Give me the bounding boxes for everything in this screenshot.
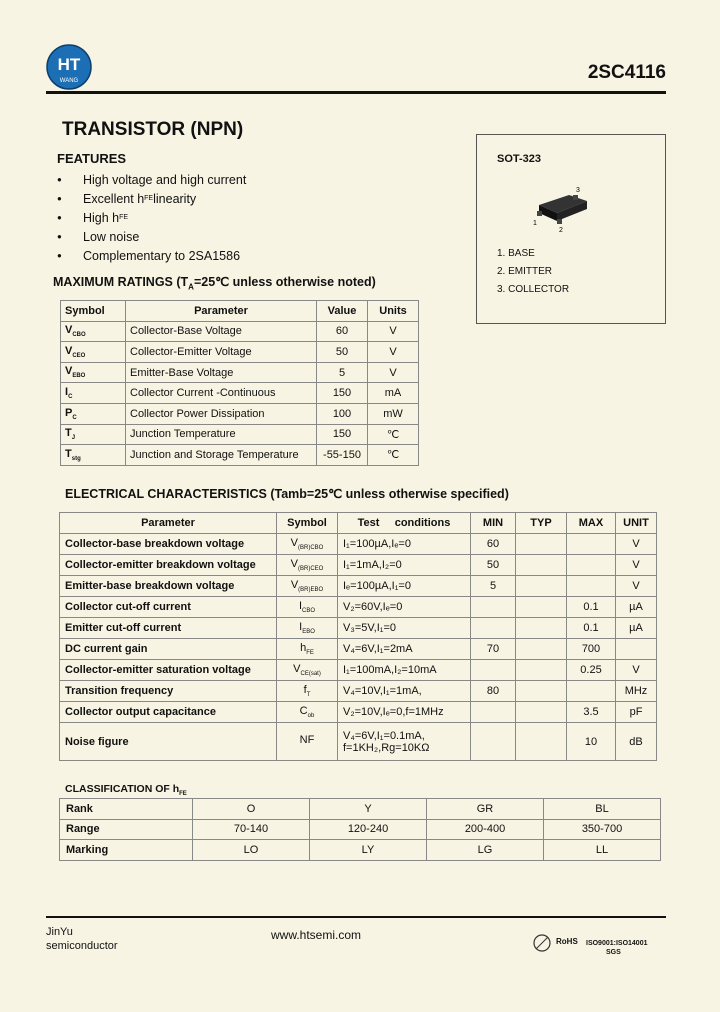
- features-list: [57, 170, 246, 265]
- classification-heading: CLASSIFICATION OF $h_{FE}$: [65, 783, 187, 798]
- feature-item: ● High voltage and high current: [57, 172, 247, 187]
- table-row: Collector output capacitance $C_{ob}$ V₂=10V,Iₑ=0,f=1MHz 3.5 pF: [60, 702, 657, 723]
- table-row: Noise figure NF V₄=6V,I₁=0.1mA, f=1KH₂,Rg=10KΩ 10 dB: [60, 723, 657, 761]
- rohs-badge: RoHS: [556, 937, 578, 946]
- table-row: $T_J$ Junction Temperature 150 ℃: [61, 424, 419, 445]
- table-row: Transition frequency $f_T$ V₄=10V,I₁=1mA, 80 MHz: [60, 681, 657, 702]
- table-row: $V_{EBO}$ Emitter-Base Voltage 5 V: [61, 362, 419, 383]
- table-row: Collector-base breakdown voltage $V_{(BR)CBO}$ I₁=100µA,Iₑ=0 60 V: [60, 534, 657, 555]
- table-row: Range 70-140 120-240 200-400 350-700: [60, 819, 661, 840]
- logo-subtext: WANG: [59, 78, 79, 84]
- pin-label: 1: [533, 220, 537, 227]
- website-link[interactable]: www.htsemi.com: [271, 928, 362, 942]
- table-row: Emitter-base breakdown voltage $V_{(BR)EBO}$ Iₑ=100µA,I₁=0 5 V: [60, 576, 657, 597]
- pin-3-label: 3. COLLECTOR: [497, 284, 570, 295]
- feature-item: ● High h FE: [57, 210, 129, 225]
- column-header: UNIT: [616, 513, 657, 534]
- header-rule: [46, 91, 666, 94]
- column-header: MIN: [471, 513, 516, 534]
- electrical-table: [59, 512, 657, 761]
- sgs-badge: SGS: [606, 949, 621, 956]
- column-header: Test conditions: [338, 513, 471, 534]
- column-header: Symbol: [277, 513, 338, 534]
- table-row: Emitter cut-off current $I_{EBO}$ V₃=5V,I₁=0 0.1 µA: [60, 618, 657, 639]
- package-name: SOT-323: [497, 153, 542, 165]
- company-line-1: JinYu: [46, 926, 73, 938]
- pin-1-label: 1. BASE: [497, 248, 535, 259]
- column-header: Parameter: [126, 301, 317, 322]
- column-header: Units: [368, 301, 419, 322]
- pin-label: 3: [576, 187, 580, 194]
- features-heading: FEATURES: [57, 151, 127, 166]
- table-row: Rank O Y GR BL: [60, 799, 661, 820]
- column-header: Parameter: [60, 513, 277, 534]
- pin-2-label: 2. EMITTER: [497, 266, 553, 277]
- classification-table: [59, 798, 661, 861]
- package-drawing-icon: [529, 183, 599, 233]
- table-row: $V_{CBO}$ Collector-Base Voltage 60 V: [61, 321, 419, 342]
- pin-label: 2: [559, 227, 563, 233]
- logo-text: HT: [57, 55, 81, 74]
- company-logo: [46, 44, 92, 90]
- column-header: Symbol: [61, 301, 126, 322]
- feature-item: ● Excellent h FE linearity: [57, 191, 197, 206]
- page-title: TRANSISTOR (NPN): [62, 119, 244, 140]
- table-row: $P_C$ Collector Power Dissipation 100 mW: [61, 403, 419, 424]
- table-row: Collector-emitter saturation voltage $V_{CE(sat)}$ I₁=100mA,I₂=10mA 0.25 V: [60, 660, 657, 681]
- column-header: TYP: [516, 513, 567, 534]
- table-row: DC current gain $h_{FE}$ V₄=6V,I₁=2mA 70 700: [60, 639, 657, 660]
- iso-badge: ISO9001:ISO14001: [586, 940, 648, 947]
- table-row: $T_{stg}$ Junction and Storage Temperature -55-150 ℃: [61, 445, 419, 466]
- footer-rule: [46, 916, 666, 918]
- electrical-heading: ELECTRICAL CHARACTERISTICS (Tamb=25℃ unless otherwise specified): [65, 487, 509, 501]
- max-ratings-heading: MAXIMUM RATINGS ($T_A=25℃$ unless otherwise noted): [53, 275, 376, 292]
- max-ratings-table: [60, 300, 419, 466]
- feature-item: ● Complementary to 2SA1586: [57, 248, 241, 263]
- column-header: MAX: [567, 513, 616, 534]
- feature-item: ● Low noise: [57, 229, 140, 244]
- package-box: [476, 134, 666, 324]
- pb-free-icon: [532, 933, 552, 953]
- table-row: Collector-emitter breakdown voltage $V_{(BR)CEO}$ I₁=1mA,I₂=0 50 V: [60, 555, 657, 576]
- part-number: 2SC4116: [587, 62, 666, 83]
- column-header: Value: [317, 301, 368, 322]
- table-row: Collector cut-off current $I_{CBO}$ V₂=60V,Iₑ=0 0.1 µA: [60, 597, 657, 618]
- table-row: Marking LO LY LG LL: [60, 840, 661, 861]
- company-line-2: semiconductor: [46, 940, 118, 952]
- table-row: $V_{CEO}$ Collector-Emitter Voltage 50 V: [61, 342, 419, 363]
- table-row: $I_C$ Collector Current -Continuous 150 mA: [61, 383, 419, 404]
